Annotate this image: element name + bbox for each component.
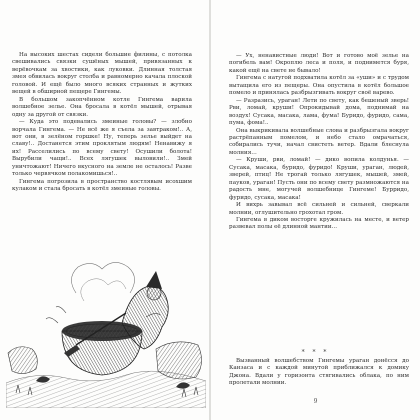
section-separator: * * * bbox=[301, 349, 330, 356]
paragraph: — Разразись, ураган! Лети по свету, как бешеный зверь! Рви, ломай, круши! Опрокидывай дома, поднимай на воздух! Сусака, масака, лама, фума! Буридо, фуридо, сама, пума, фома!.. bbox=[229, 97, 409, 127]
paragraph: — Куда это подевались змеиные головы? — злобно ворчала Гингема. — Не всё же я съела за завтраком!.. А, вот они, в зелёном горшке! Ну, теперь зелье выйдет на славу!.. Достанется этим проклятым людям! Ненавижу я их! Расселились по всему свету! Осушили болота! Вырубили чащи!.. Всех лягушек выловили!.. Змей уничтожают! Ничего вкусного на земле не осталось! Разве только червячком полакомишься!.. bbox=[12, 119, 192, 178]
left-page-text bbox=[12, 52, 192, 194]
right-page bbox=[211, 0, 420, 420]
paragraph: В большом закопчённом котле Гингема варила волшебное зелье. Она бросала в котёл мышей, отрывая одну за другой от связки. bbox=[12, 96, 192, 118]
left-page bbox=[0, 0, 209, 420]
paragraph: Вызванный волшебством Гингемы ураган донёсся до Канзаса и с каждой минутой приближался к домику Джона. Вдали у горизонта стягивались облака, по ним пролетали молнии. bbox=[229, 358, 409, 387]
paragraph: И вихрь завывал всё сильней и сильней, сверкали молнии, оглушительно грохотал гром. bbox=[229, 202, 409, 216]
paragraph: Гингема погрозила в пространство костлявым исохшим кулаком и стала бросать в котёл змеиные головы. bbox=[12, 178, 192, 193]
right-page-text bbox=[229, 53, 409, 232]
right-page-bottom-text bbox=[229, 358, 409, 388]
witch-cauldron-illustration bbox=[6, 253, 206, 408]
paragraph: Гингема с натугой подхватила котёл за «уши» и с трудом вытащила его из пещеры. Она опустила в котёл большое помело и принялась разбрызгивать вокруг своё варево. bbox=[229, 75, 409, 97]
paragraph: — Ух, ненавистные люди! Вот и готово моё зелье на погибель вам! Окроплю леса и поля, и поднимется буря, какой ещё на свете не бывало! bbox=[229, 53, 409, 74]
page-number: 9 bbox=[313, 398, 318, 405]
paragraph: Гингема в диком восторге кружилась на месте, и ветер развевал полы её длинной мантии… bbox=[229, 216, 409, 231]
paragraph: Она выкрикивала волшебные слова и разбрызгала вокруг растрёпанным помелом, и небо стало омрачаться, собирались тучи, начал свистеть ветер. Вдали блеснула молния… bbox=[229, 127, 409, 156]
paragraph: На высоких шестах сидели большие филины, с потолка свешивались связки сушёных мышей, привязанных к верёвочкам за хвостики, как луковки. Длинная толстая змея обвилась вокруг столба и равномерно качала плоской головой. И ещё было много всяких странных и жутких вещей в обширной пещере Гингемы. bbox=[12, 52, 192, 96]
paragraph: — Круши, рви, ломай! — дико вопила колдунья. — Сусака, масака, буридо, фуридо! Круши, ураган, людей, зверей, птиц! Не трогай только лягушек, мышей, змей, пауков, ураган! Пусть они по всему свету размножаются на радость мне, могучей волшебнице Гингеме! Бурридо, фуридо, сусака, масака! bbox=[229, 157, 409, 201]
